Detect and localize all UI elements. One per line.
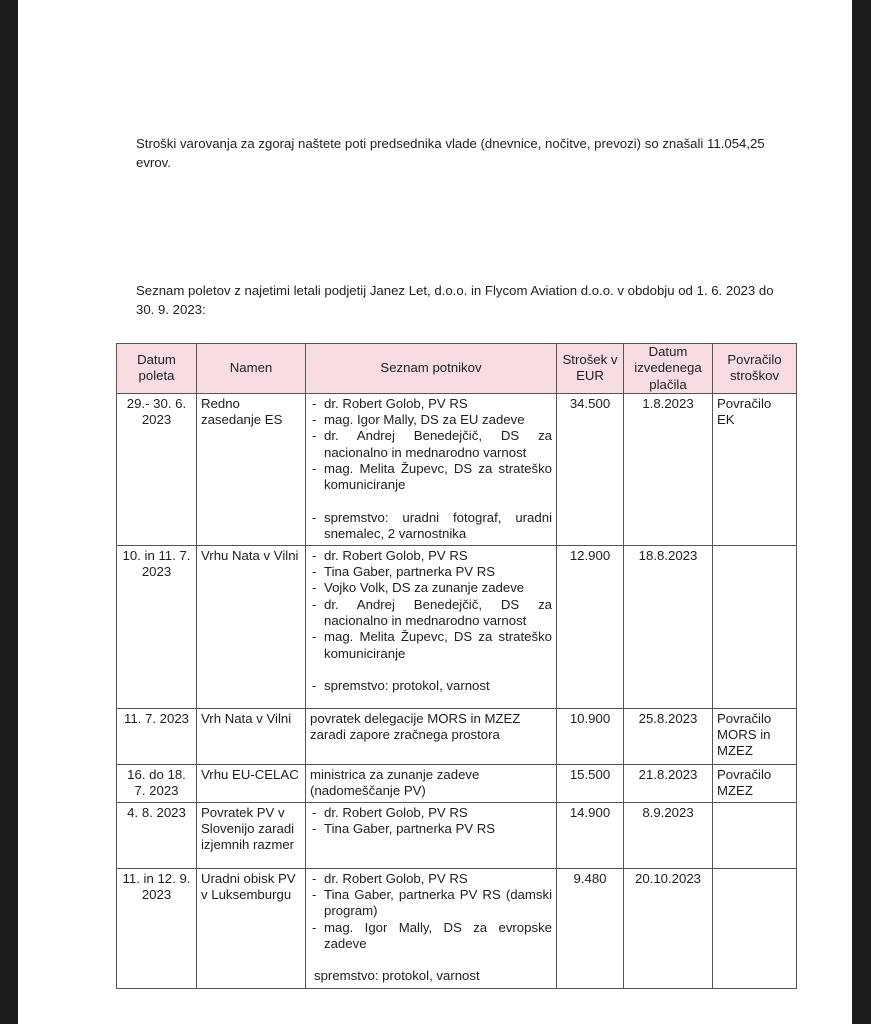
table-row [117, 393, 797, 545]
flights-intro-paragraph: Seznam poletov z najetimi letali podjetij Janez Let, d.o.o. in Flycom Aviation d.o.o. v obdobju od 1. 6. 2023 do 30. 9. 2023: [136, 283, 774, 317]
flight-purpose: Vrhu EU-CELAC [197, 764, 306, 802]
table-row [117, 802, 797, 868]
table-row [117, 764, 797, 802]
column-header-date: Datum poleta [117, 344, 197, 394]
passenger-item: - mag. Melita Župevc, DS za strateško komuniciranje [310, 461, 552, 494]
payment-date: 18.8.2023 [624, 545, 713, 708]
flight-date: 16. do 18. 7. 2023 [117, 764, 197, 802]
flight-date: 11. in 12. 9. 2023 [117, 868, 197, 988]
flight-purpose: Vrhu Nata v Vilni [197, 545, 306, 708]
flight-date: 11. 7. 2023 [117, 708, 197, 764]
payment-date: 1.8.2023 [624, 393, 713, 545]
passenger-item: - mag. Igor Mally, DS za EU zadeve [310, 412, 552, 428]
escort-item: - spremstvo: uradni fotograf, uradni snemalec, 2 varnostnika [310, 510, 552, 543]
flight-purpose: Vrh Nata v Vilni [197, 708, 306, 764]
reimbursement [713, 545, 797, 708]
passenger-item: - Vojko Volk, DS za zunanje zadeve [310, 580, 552, 596]
column-header-reimbursement: Povračilo stroškov [713, 344, 797, 394]
passenger-item: - mag. Igor Mally, DS za evropske zadeve [310, 920, 552, 953]
reimbursement [713, 868, 797, 988]
reimbursement: Povračilo MZEZ [713, 764, 797, 802]
passenger-list: povratek delegacije MORS in MZEZ zaradi zapore zračnega prostora [306, 708, 557, 764]
flight-cost: 9.480 [557, 868, 624, 988]
payment-date: 20.10.2023 [624, 868, 713, 988]
table-row [117, 868, 797, 988]
passenger-item: - dr. Robert Golob, PV RS [310, 805, 552, 821]
flight-purpose: Redno zasedanje ES [197, 393, 306, 545]
passenger-list [306, 802, 557, 868]
column-header-purpose: Namen [197, 344, 306, 394]
passenger-item: - dr. Robert Golob, PV RS [310, 396, 552, 412]
reimbursement [713, 802, 797, 868]
payment-date: 8.9.2023 [624, 802, 713, 868]
passenger-item: - dr. Andrej Benedejčič, DS za nacionalno in mednarodno varnost [310, 597, 552, 630]
passenger-list [306, 545, 557, 708]
table-row [117, 545, 797, 708]
flight-purpose: Uradni obisk PV v Luksemburgu [197, 868, 306, 988]
document-page [18, 0, 852, 1024]
security-costs-paragraph: Stroški varovanja za zgoraj naštete poti predsednika vlade (dnevnice, nočitve, prevozi) so znašali 11.054,25 evrov. [136, 136, 765, 170]
flight-date: 4. 8. 2023 [117, 802, 197, 868]
flight-cost: 34.500 [557, 393, 624, 545]
table-header-row [117, 344, 797, 394]
passenger-item: - dr. Robert Golob, PV RS [310, 548, 552, 564]
flight-date: 10. in 11. 7. 2023 [117, 545, 197, 708]
payment-date: 21.8.2023 [624, 764, 713, 802]
passenger-list [306, 393, 557, 545]
flight-cost: 10.900 [557, 708, 624, 764]
column-header-passengers: Seznam potnikov [306, 344, 557, 394]
escort-item: - spremstvo: protokol, varnost [310, 678, 552, 694]
passenger-item: - Tina Gaber, partnerka PV RS [310, 564, 552, 580]
escort-item: spremstvo: protokol, varnost [314, 968, 480, 984]
flight-cost: 14.900 [557, 802, 624, 868]
flight-cost: 15.500 [557, 764, 624, 802]
passenger-item: - mag. Melita Župevc, DS za strateško komuniciranje [310, 629, 552, 662]
flight-date: 29.- 30. 6. 2023 [117, 393, 197, 545]
passenger-list [306, 868, 557, 988]
passenger-item: - dr. Andrej Benedejčič, DS za nacionalno in mednarodno varnost [310, 428, 552, 461]
passenger-item: - dr. Robert Golob, PV RS [310, 871, 552, 887]
reimbursement: Povračilo EK [713, 393, 797, 545]
passenger-list: ministrica za zunanje zadeve (nadomeščanje PV) [306, 764, 557, 802]
column-header-payment-date: Datum izvedenega plačila [624, 344, 713, 394]
passenger-item: - Tina Gaber, partnerka PV RS (damski program) [310, 887, 552, 920]
table-row [117, 708, 797, 764]
flights-table [116, 343, 797, 989]
reimbursement: Povračilo MORS in MZEZ [713, 708, 797, 764]
flight-cost: 12.900 [557, 545, 624, 708]
flight-purpose: Povratek PV v Slovenijo zaradi izjemnih razmer [197, 802, 306, 868]
passenger-item: - Tina Gaber, partnerka PV RS [310, 821, 552, 837]
column-header-cost: Strošek v EUR [557, 344, 624, 394]
payment-date: 25.8.2023 [624, 708, 713, 764]
